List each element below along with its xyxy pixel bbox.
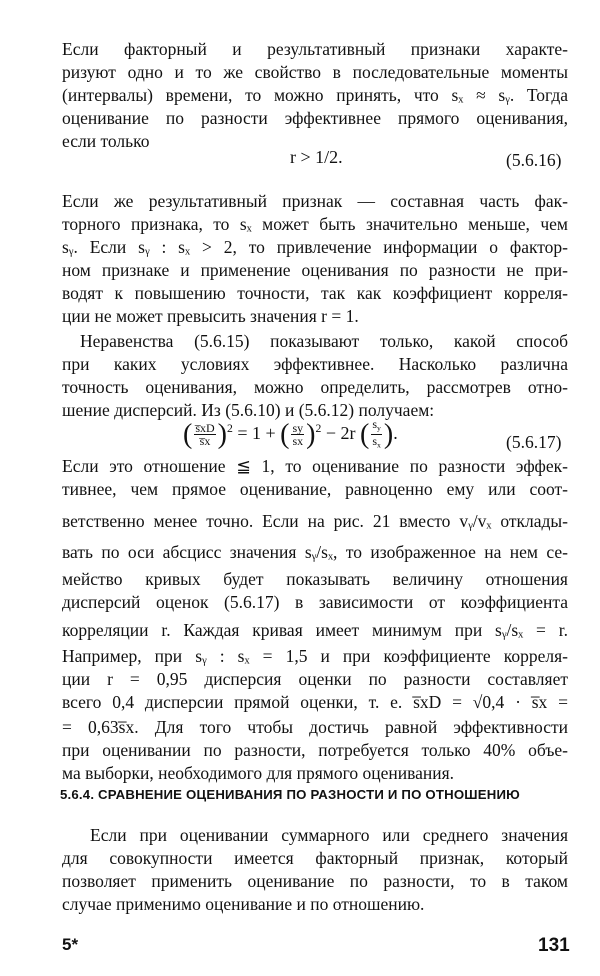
text-line: оценивание по разности эффективнее прямого оценивания, [62, 108, 568, 128]
text-line: (интервалы) времени, то можно принять, что sₓ ≈ sᵧ. Тогда [62, 85, 568, 105]
text-line: водят к повышению точности, так как коэффициент корреля- [62, 283, 568, 303]
text-line: = 0,63s̅x. Для того чтобы достичь равной эффективности [62, 717, 568, 737]
text-line: шение дисперсий. Из (5.6.10) и (5.6.12) получаем: [62, 400, 435, 420]
text-line: всего 0,4 дисперсии прямой оценки, т. е. s̅xD = √0,4 · s̅x = [62, 692, 568, 712]
text-line: Если это отношение ≦ 1, то оценивание по разности эффек- [62, 456, 568, 476]
text-line: ции r = 0,95 дисперсия оценки по разности составляет [62, 669, 568, 689]
fraction-numerator: sy [292, 421, 304, 436]
text-line: точность оценивания, можно определить, рассмотрев отно- [62, 377, 568, 397]
section-heading: 5.6.4. СРАВНЕНИЕ ОЦЕНИВАНИЯ ПО РАЗНОСТИ И ПО ОТНОШЕНИЮ [60, 787, 520, 802]
text-line: ризуют одно и то же свойство в последовательные моменты [62, 62, 568, 82]
text-line: позволяет применить оценивание по разности, то в таком [62, 871, 568, 891]
equation-5-6-16: r > 1/2. [290, 147, 343, 167]
equation-number: (5.6.16) [506, 150, 562, 170]
equation-part: = 1 + [237, 422, 276, 443]
signature-mark: 5* [62, 935, 79, 954]
text-line: тивнее, чем прямое оценивание, равноценно ему или соот- [62, 479, 568, 499]
text-line: Если факторный и результативный признаки характе- [62, 39, 568, 59]
text-line: вать по оси абсцисс значения sᵧ/sₓ, то изображенное на нем се- [62, 542, 568, 562]
text-line: дисперсий оценок (5.6.17) в зависимости от коэффициента [62, 592, 568, 612]
text-line: если только [62, 131, 150, 151]
text-line: случае применимо оценивание и по отношению. [62, 894, 425, 914]
fraction-numerator: s̅xD [195, 421, 215, 436]
text-line: ном признаке и применение оценивания по разности не при- [62, 260, 568, 280]
fraction-denominator: s̅x [199, 434, 211, 449]
text-line: мейство кривых будет показывать величину отношения [62, 569, 568, 589]
text-line: при каких условиях эффективнее. Насколько различна [62, 354, 568, 374]
text-line: Например, при sᵧ : sₓ = 1,5 и при коэффициенте корреля- [62, 646, 568, 666]
text-line: Неравенства (5.6.15) показывают только, какой способ [80, 331, 568, 351]
text-line: при оценивании по разности, потребуется только 40% объе- [62, 740, 568, 760]
text-line: ма выборки, необходимого для прямого оценивания. [62, 763, 455, 783]
equation-5-6-17: ( $\frac{s̅xD}{s̅x}$ )$^2$ = 1 + ( $\frac{sy}{sx}$ )$^2$ − 2r ( $\frac{s_y}{s_x}$ ). [183, 417, 398, 450]
equation-number: (5.6.17) [506, 432, 562, 452]
text-line: Если же результативный признак — составная часть фак- [62, 191, 568, 211]
text-line: ветственно менее точно. Если на рис. 21 вместо vᵧ/vₓ отклады- [62, 511, 568, 531]
text-line: торного признака, то sₓ может быть значительно меньше, чем [62, 214, 568, 234]
text-line: Если при оценивании суммарного или среднего значения [90, 825, 568, 845]
fraction-denominator: sx [292, 434, 304, 449]
text-line: корреляции r. Каждая кривая имеет минимум при sᵧ/sₓ = r. [62, 620, 568, 640]
text-line: sᵧ. Если sᵧ : sₓ > 2, то привлечение информации о фактор- [62, 237, 568, 257]
page-number: 131 [538, 935, 570, 956]
text-line: для совокупности имеется факторный признак, который [62, 848, 568, 868]
text-line: ции не может превысить значения r = 1. [62, 306, 359, 326]
equation-part: − 2r [325, 422, 356, 443]
